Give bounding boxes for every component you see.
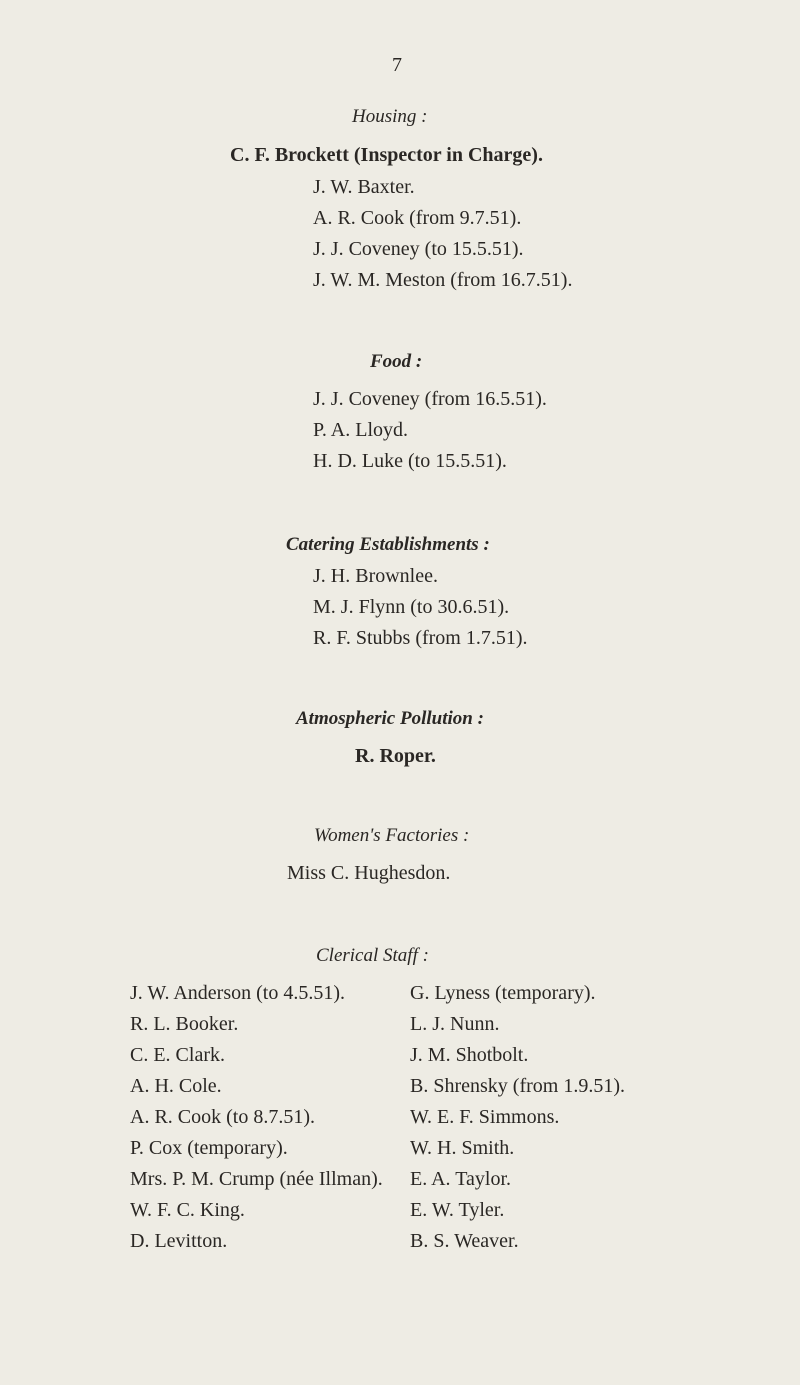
food-heading: Food : <box>370 351 423 372</box>
food-name: P. A. Lloyd. <box>313 419 409 441</box>
clerical-name: W. E. F. Simmons. <box>410 1106 560 1128</box>
food-name: H. D. Luke (to 15.5.51). <box>313 450 507 472</box>
clerical-name: R. L. Booker. <box>130 1013 239 1035</box>
clerical-name: W. F. C. King. <box>130 1199 245 1221</box>
clerical-name: Mrs. P. M. Crump (née Illman). <box>130 1168 383 1190</box>
womens-heading: Women's Factories : <box>314 825 470 846</box>
page-number: 7 <box>392 54 402 76</box>
clerical-name: A. H. Cole. <box>130 1075 222 1097</box>
housing-heading: Housing : <box>352 106 428 127</box>
clerical-name: J. W. Anderson (to 4.5.51). <box>130 982 345 1004</box>
clerical-name: G. Lyness (temporary). <box>410 982 596 1004</box>
housing-name: J. J. Coveney (to 15.5.51). <box>313 238 524 260</box>
clerical-name: E. A. Taylor. <box>410 1168 512 1190</box>
clerical-name: A. R. Cook (to 8.7.51). <box>130 1106 315 1128</box>
catering-name: R. F. Stubbs (from 1.7.51). <box>313 627 528 649</box>
clerical-name: W. H. Smith. <box>410 1137 515 1159</box>
atmospheric-name: R. Roper. <box>355 745 436 767</box>
clerical-name: P. Cox (temporary). <box>130 1137 288 1159</box>
catering-heading: Catering Establishments : <box>286 534 490 555</box>
clerical-name: B. Shrensky (from 1.9.51). <box>410 1075 625 1097</box>
food-name: J. J. Coveney (from 16.5.51). <box>313 388 547 410</box>
housing-name: J. W. M. Meston (from 16.7.51). <box>313 269 573 291</box>
clerical-name: D. Levitton. <box>130 1230 228 1252</box>
clerical-name: C. E. Clark. <box>130 1044 225 1066</box>
housing-name: A. R. Cook (from 9.7.51). <box>313 207 522 229</box>
clerical-heading: Clerical Staff : <box>316 945 429 966</box>
catering-name: J. H. Brownlee. <box>313 565 438 587</box>
atmospheric-heading: Atmospheric Pollution : <box>296 708 484 729</box>
housing-name: J. W. Baxter. <box>313 176 415 198</box>
catering-name: M. J. Flynn (to 30.6.51). <box>313 596 510 618</box>
clerical-name: L. J. Nunn. <box>410 1013 500 1035</box>
clerical-name: E. W. Tyler. <box>410 1199 505 1221</box>
clerical-name: B. S. Weaver. <box>410 1230 519 1252</box>
clerical-name: J. M. Shotbolt. <box>410 1044 529 1066</box>
housing-lead: C. F. Brockett (Inspector in Charge). <box>230 144 543 166</box>
womens-name: Miss C. Hughesdon. <box>287 862 451 884</box>
